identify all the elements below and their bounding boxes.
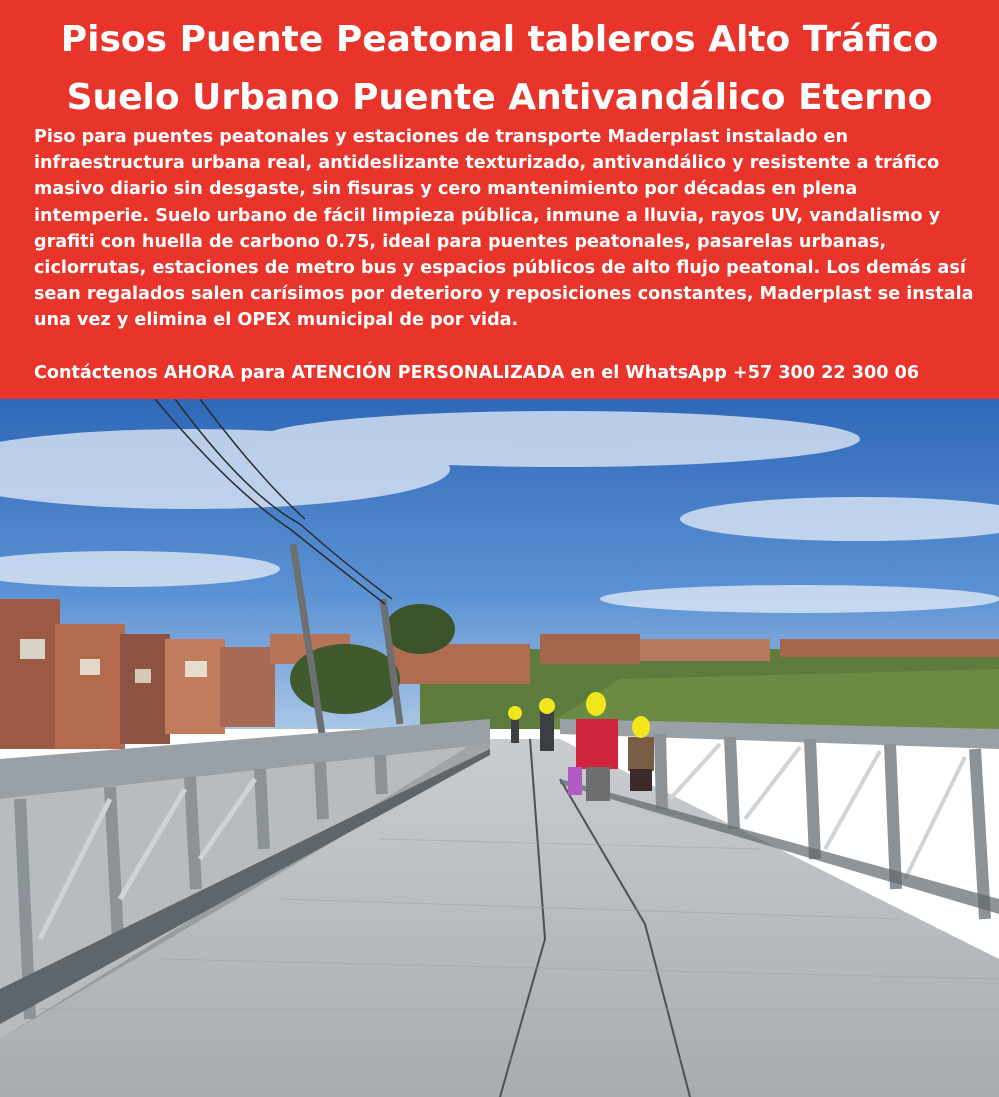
- headline-line-1: Pisos Puente Peatonal tableros Alto Tráfico: [60, 19, 939, 60]
- bridge-photo: [0, 399, 999, 1097]
- header-banner: [0, 0, 999, 399]
- bridge-photo-illustration: [0, 399, 999, 1097]
- contact-line[interactable]: Contáctenos AHORA para ATENCIÓN PERSONALIZADA en el WhatsApp +57 300 22 300 06: [34, 363, 920, 383]
- headline-line-2: Suelo Urbano Puente Antivandálico Eterno: [66, 77, 933, 118]
- tree: [385, 604, 455, 654]
- description-paragraph: Piso para puentes peatonales y estaciones de transporte Maderplast instalado en infraestructura urbana real, antideslizante texturizado, antivandálico y resistente a tráfico masivo diario sin desgaste, sin fisuras y cero mantenimiento por décadas en plena intemperie. Suelo urbano de fácil limpieza pública, inmune a lluvia, rayos UV, vandalismo y grafiti con huella de carbono 0.75, ideal para puentes peatonales, pasarelas urbanas, ciclorrutas, estaciones de metro bus y espacios públicos de alto flujo peatonal. Los demás así sean regalados salen carísimos por deterioro y reposiciones constantes, Maderplast se instala una vez y elimina el OPEX municipal de por vida.: [34, 127, 974, 331]
